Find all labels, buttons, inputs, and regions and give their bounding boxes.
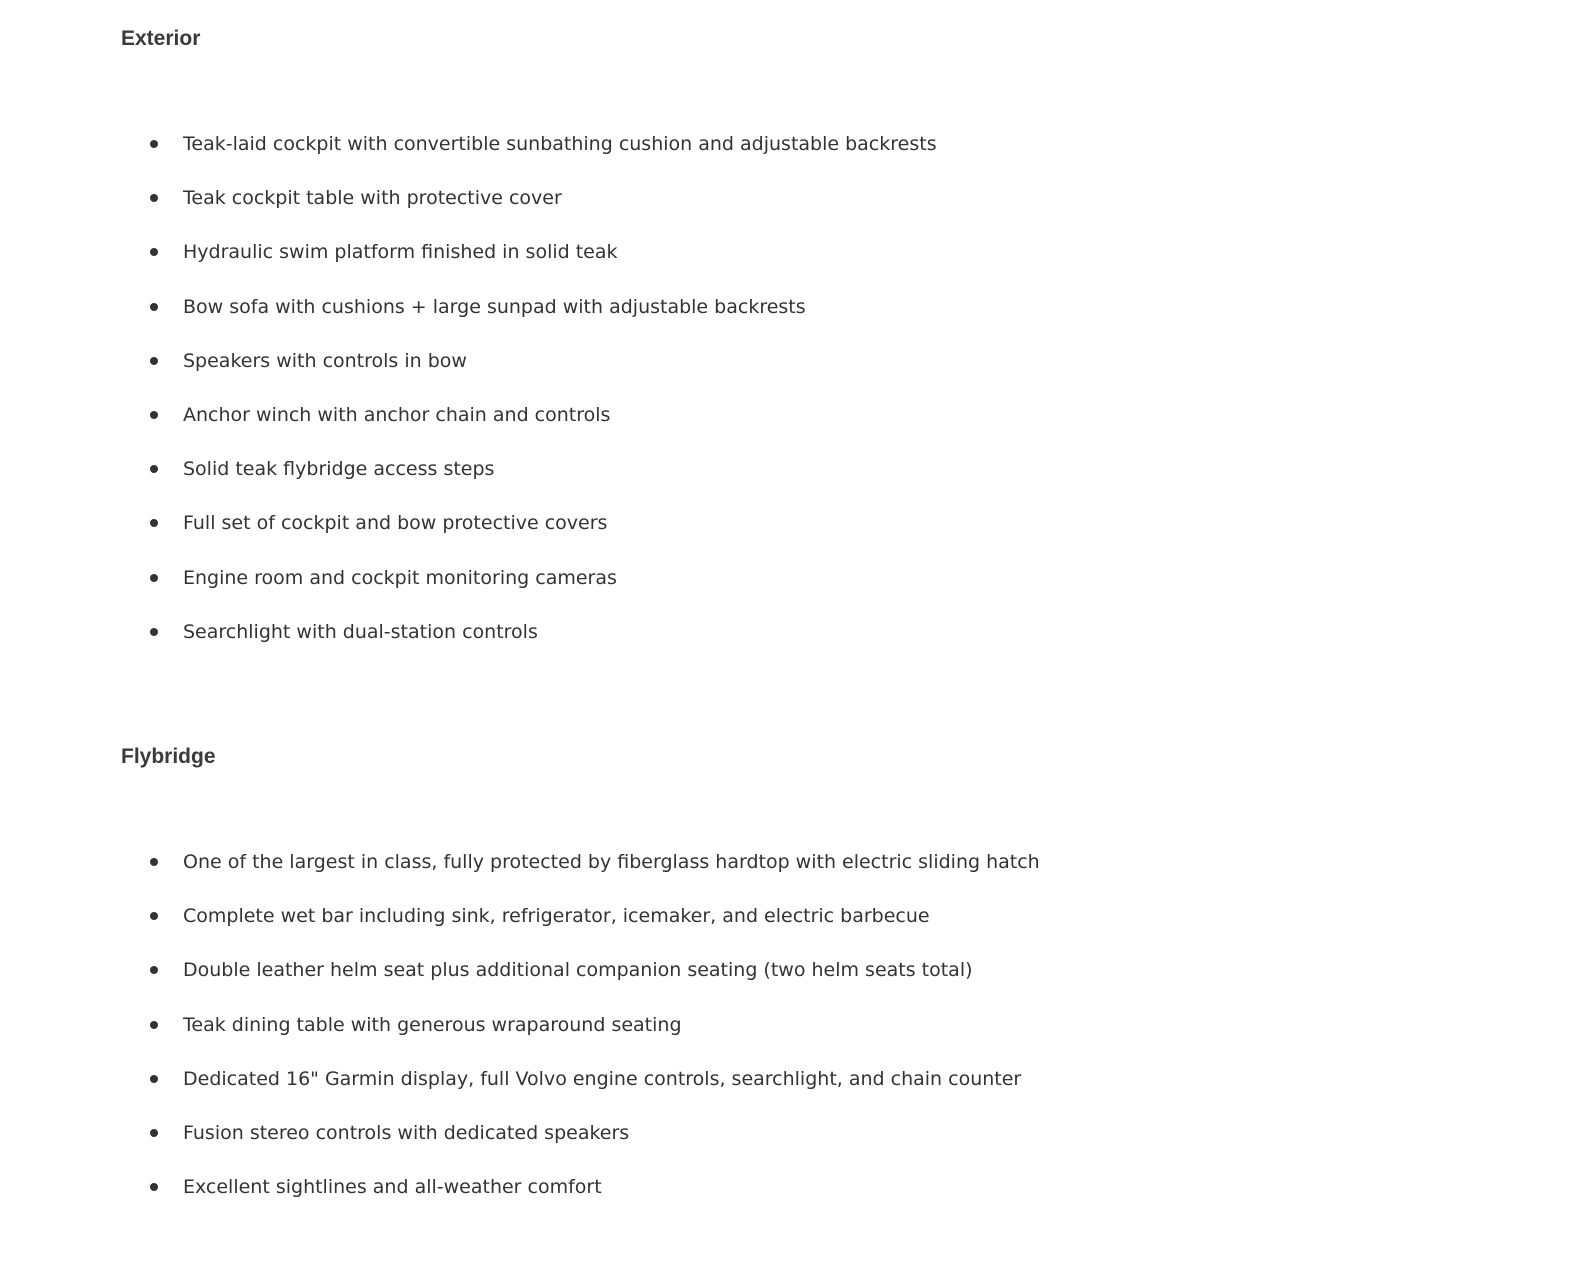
list-item (121, 442, 1574, 496)
bullet-icon (150, 1075, 158, 1083)
bullet-icon (150, 357, 158, 365)
bullet-icon (150, 248, 158, 256)
list-item-text: Teak dining table with generous wraparound seating (183, 1013, 682, 1036)
exterior-feature-list (121, 117, 1574, 659)
list-item (121, 280, 1574, 334)
list-item-text: Solid teak flybridge access steps (183, 458, 495, 481)
list-item (121, 171, 1574, 225)
bullet-icon (150, 303, 158, 311)
list-item (121, 605, 1574, 659)
list-item-text: Hydraulic swim platform finished in solid teak (183, 241, 618, 264)
list-item-text: Speakers with controls in bow (183, 349, 467, 372)
bullet-icon (150, 1129, 158, 1137)
bullet-icon (150, 194, 158, 202)
list-item-text: Full set of cockpit and bow protective covers (183, 512, 608, 535)
bullet-icon (150, 858, 158, 866)
list-item (121, 334, 1574, 388)
list-item-text: Double leather helm seat plus additional companion seating (two helm seats total) (183, 959, 973, 982)
list-item (121, 388, 1574, 442)
list-item (121, 889, 1574, 943)
bullet-icon (150, 1021, 158, 1029)
exterior-section (121, 24, 1574, 659)
bullet-icon (150, 966, 158, 974)
list-item-text: One of the largest in class, fully protected by fiberglass hardtop with electric sliding hatch (183, 851, 1040, 873)
list-item (121, 117, 1574, 171)
list-item (121, 998, 1574, 1052)
flybridge-heading: Flybridge (121, 745, 216, 768)
list-item (121, 943, 1574, 997)
list-item-text: Anchor winch with anchor chain and controls (183, 403, 611, 426)
list-item-text: Bow sofa with cushions + large sunpad with adjustable backrests (183, 295, 806, 318)
list-item-text: Teak-laid cockpit with convertible sunbathing cushion and adjustable backrests (183, 133, 937, 155)
bullet-icon (150, 628, 158, 636)
list-item-text: Engine room and cockpit monitoring cameras (183, 566, 617, 589)
list-item-text: Excellent sightlines and all-weather comfort (183, 1176, 602, 1199)
list-item-text: Searchlight with dual-station controls (183, 620, 538, 643)
bullet-icon (150, 465, 158, 473)
bullet-icon (150, 574, 158, 582)
bullet-icon (150, 411, 158, 419)
list-item (121, 225, 1574, 279)
bullet-icon (150, 912, 158, 920)
exterior-heading: Exterior (121, 27, 201, 50)
list-item (121, 551, 1574, 605)
bullet-icon (150, 140, 158, 148)
bullet-icon (150, 1183, 158, 1191)
list-item-text: Dedicated 16" Garmin display, full Volvo engine controls, searchlight, and chain counter (183, 1067, 1022, 1090)
list-item-text: Fusion stereo controls with dedicated speakers (183, 1121, 630, 1144)
flybridge-feature-list (121, 835, 1574, 1214)
list-item (121, 835, 1574, 889)
list-item (121, 1160, 1574, 1214)
bullet-icon (150, 519, 158, 527)
list-item (121, 1106, 1574, 1160)
list-item-text: Teak cockpit table with protective cover (183, 187, 562, 210)
list-item-text: Complete wet bar including sink, refrigerator, icemaker, and electric barbecue (183, 905, 930, 928)
flybridge-section (121, 742, 1574, 1214)
list-item (121, 496, 1574, 550)
list-item (121, 1052, 1574, 1106)
